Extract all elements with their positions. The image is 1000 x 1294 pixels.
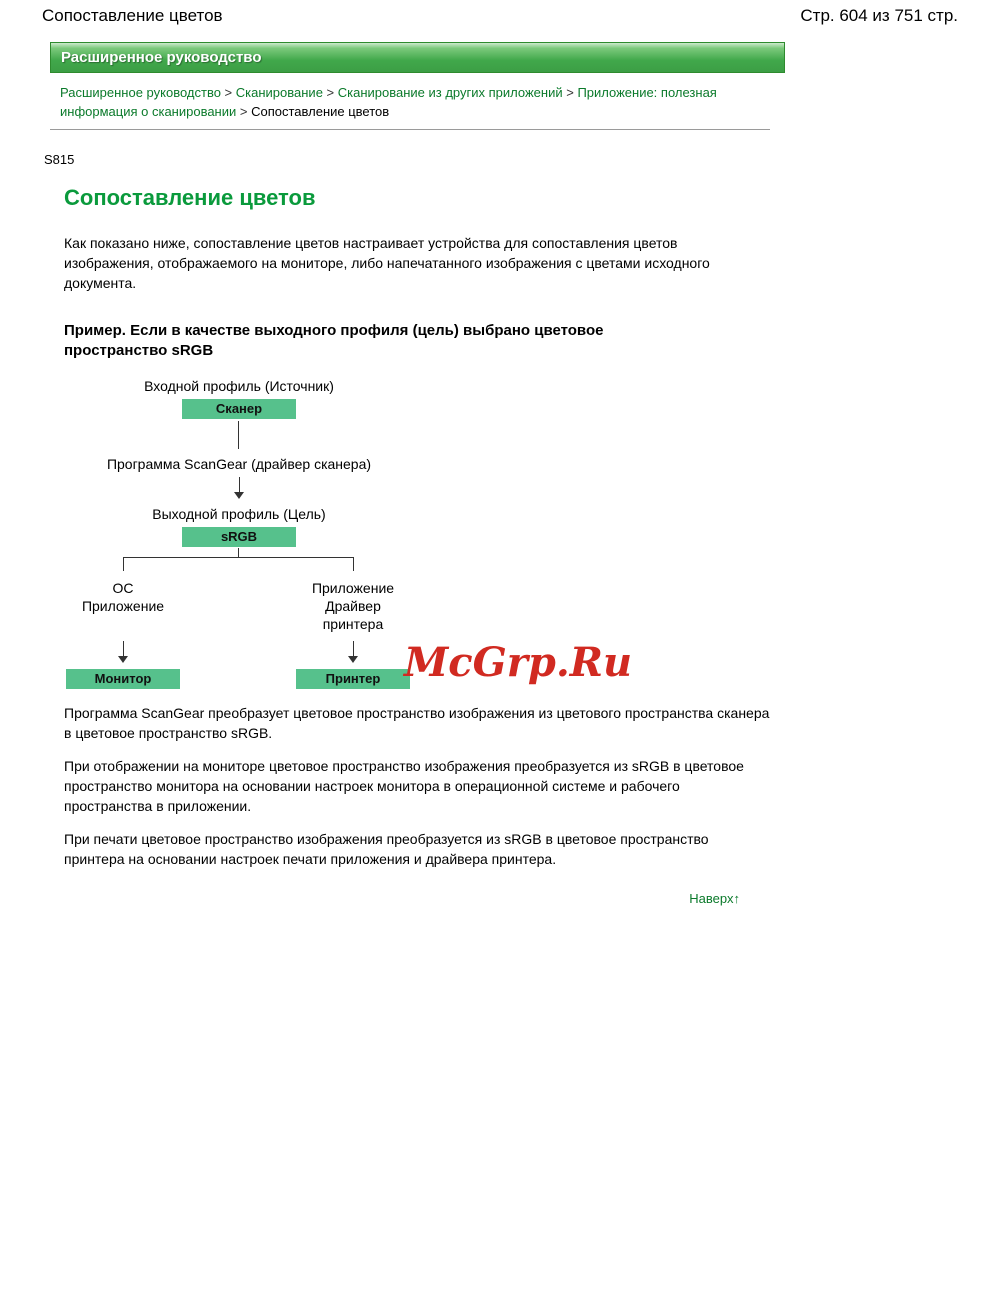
back-to-top-link[interactable]	[689, 891, 740, 906]
color-matching-diagram	[64, 375, 764, 697]
breadcrumb-link[interactable]: Сканирование	[235, 85, 323, 100]
intro-paragraph: Как показано ниже, сопоставление цветов настраивает устройства для сопоставления цветов изображения, отображаемого на мониторе, либо напечатанного изображения с цветами исходного документа.	[64, 235, 710, 291]
down-arrow-icon	[348, 641, 358, 663]
back-to-top-row	[64, 891, 770, 906]
left-branch-line: Приложение	[81, 598, 165, 614]
header-title: Сопоставление цветов	[42, 6, 223, 25]
right-branch-line: Драйвер	[325, 598, 381, 614]
right-branch-line: Приложение	[311, 580, 395, 596]
breadcrumb-current: Сопоставление цветов	[251, 104, 390, 119]
page-indicator: Стр. 604 из 751 стр.	[800, 6, 958, 25]
breadcrumb-link[interactable]: Приложение: полезная информация о сканировании	[60, 85, 717, 119]
monitor-box: Монитор	[66, 669, 180, 689]
breadcrumb-separator: >	[562, 85, 578, 100]
guide-banner-title: Расширенное руководство	[61, 49, 262, 66]
connector-line	[123, 557, 124, 571]
breadcrumb-separator: >	[220, 85, 236, 100]
breadcrumb-link[interactable]: Расширенное руководство	[60, 85, 221, 100]
back-to-top-label: Наверх	[689, 891, 734, 906]
connector-line	[238, 421, 239, 449]
example-heading: Пример. Если в качестве выходного профиля (цель) выбрано цветовое пространство sRGB	[64, 322, 604, 359]
breadcrumb-separator: >	[236, 104, 252, 119]
srgb-box: sRGB	[182, 527, 296, 547]
paragraph: При отображении на мониторе цветовое пространство изображения преобразуется из sRGB в цветовое пространство монитора на основании настроек монитора в операционной системе и рабочего пространства в приложении.	[64, 758, 744, 814]
top-header	[0, 0, 1000, 26]
printer-box: Принтер	[296, 669, 410, 689]
right-branch-line: принтера	[322, 616, 384, 632]
page-title: Сопоставление цветов	[64, 185, 316, 210]
input-profile-label: Входной профиль (Источник)	[144, 378, 334, 394]
branch-line	[123, 557, 353, 558]
guide-banner	[50, 42, 785, 73]
up-arrow-icon: ↑	[733, 891, 740, 906]
scanner-box: Сканер	[182, 399, 296, 419]
connector-line	[353, 557, 354, 571]
down-arrow-icon	[118, 641, 128, 663]
breadcrumb-link[interactable]: Сканирование из других приложений	[337, 85, 563, 100]
watermark: McGrp.Ru	[404, 639, 633, 686]
left-branch-line: ОС	[112, 580, 134, 596]
output-profile-label: Выходной профиль (Цель)	[152, 506, 326, 522]
breadcrumb	[60, 83, 760, 121]
right-branch-label	[312, 579, 394, 633]
paragraph: Программа ScanGear преобразует цветовое пространство изображения из цветового пространства сканера в цветовое пространство sRGB.	[64, 705, 770, 741]
down-arrow-icon	[234, 477, 244, 499]
left-branch-label	[82, 579, 164, 615]
paragraph: При печати цветовое пространство изображения преобразуется из sRGB в цветовое пространство принтера на основании настроек печати приложения и драйвера принтера.	[64, 831, 709, 867]
scangear-label: Программа ScanGear (драйвер сканера)	[106, 456, 372, 472]
article-code: S815	[44, 152, 75, 167]
body-paragraphs	[64, 703, 770, 869]
breadcrumb-separator: >	[322, 85, 338, 100]
connector-line	[238, 548, 239, 557]
divider	[50, 129, 770, 130]
